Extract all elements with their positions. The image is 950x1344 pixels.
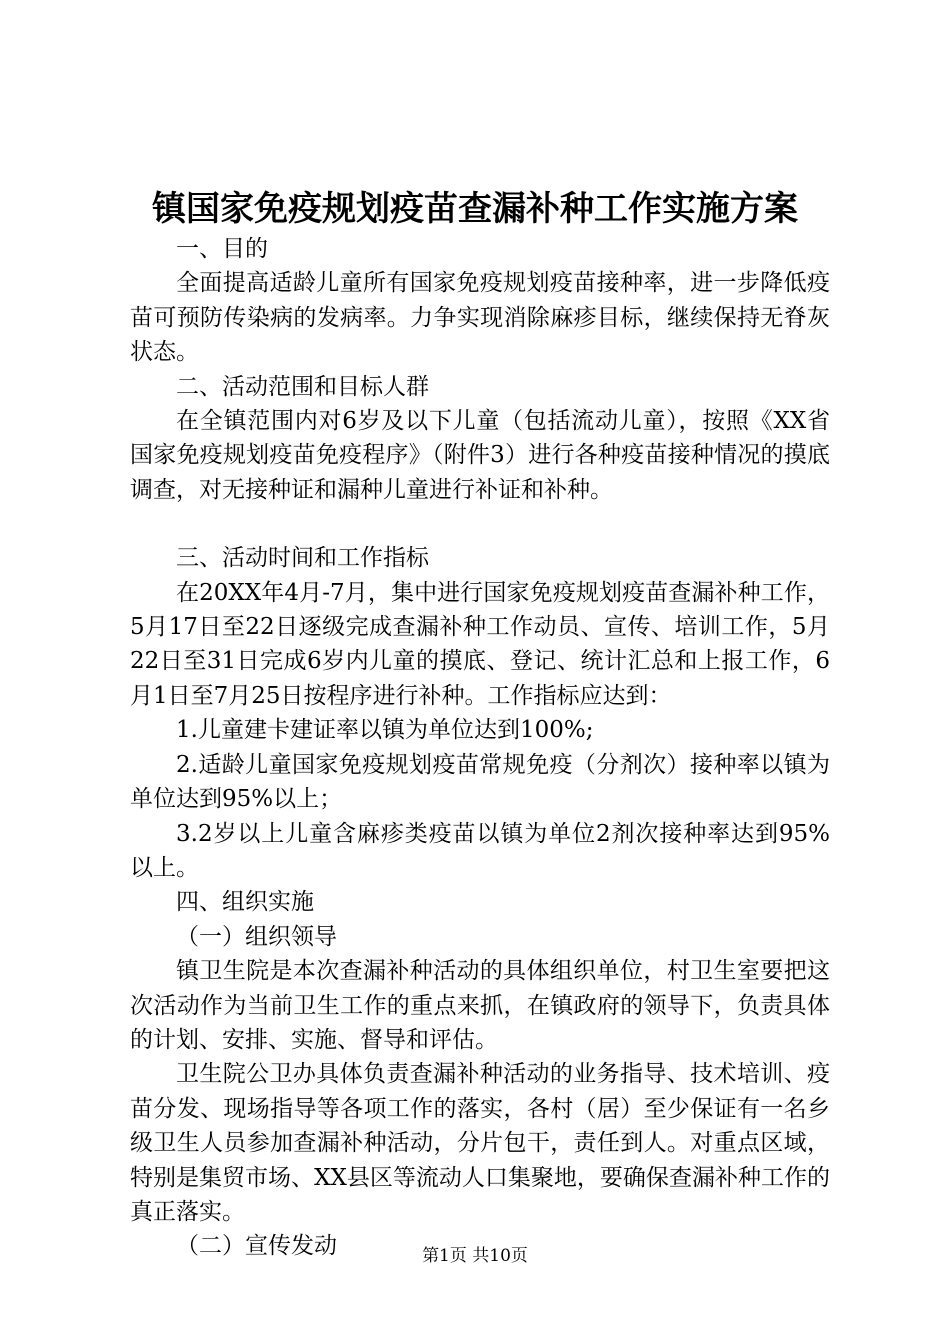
paragraph-purpose: 全面提高适龄儿童所有国家免疫规划疫苗接种率，进一步降低疫苗可预防传染病的发病率。力争实现消除麻疹目标，继续保持无脊灰状态。 <box>130 270 830 366</box>
paragraph-scope: 在全镇范围内对6岁及以下儿童（包括流动儿童），按照《XX省国家免疫规划疫苗免疫程序》（附件3）进行各种疫苗接种情况的摸底调查，对无接种证和漏种儿童进行补证和补种。 <box>130 408 830 503</box>
paragraph-leadership: 镇卫生院是本次查漏补种活动的具体组织单位，村卫生室要把这次活动作为当前卫生工作的重点来抓，在镇政府的领导下，负责具体的计划、安排、实施、督导和评估。 <box>130 958 830 1053</box>
indicator-item-3: 3.2岁以上儿童含麻疹类疫苗以镇为单位2剂次接种率达到95%以上。 <box>130 820 830 881</box>
section-heading-scope: 二、活动范围和目标人群 <box>176 373 429 400</box>
paragraph-schedule: 在20XX年4月-7月，集中进行国家免疫规划疫苗查漏补种工作，5月17日至22日逐级完成查漏补种工作动员、宣传、培训工作，5月22日至31日完成6岁内儿童的摸底、登记、统计汇总和上报工作，6月1日至7月25日按程序进行补种。工作指标应达到： <box>130 579 830 709</box>
document-title: 镇国家免疫规划疫苗查漏补种工作实施方案 <box>152 189 798 229</box>
indicator-item-1: 1.儿童建卡建证率以镇为单位达到100%; <box>176 717 594 744</box>
subsection-heading-publicity: （二）宣传发动 <box>176 1233 337 1260</box>
subsection-heading-leadership: （一）组织领导 <box>176 923 337 950</box>
blank-line <box>130 507 830 541</box>
paragraph-responsibility: 卫生院公卫办具体负责查漏补种活动的业务指导、技术培训、疫苗分发、现场指导等各项工作的落实，各村（居）至少保证有一名乡级卫生人员参加查漏补种活动，分片包干，责任到人。对重点区域，特别是集贸市场、XX县区等流动人口集聚地，要确保查漏补种工作的真正落实。 <box>130 1061 830 1225</box>
section-heading-purpose: 一、目的 <box>176 236 268 262</box>
section-heading-schedule: 三、活动时间和工作指标 <box>176 545 429 572</box>
section-heading-implementation: 四、组织实施 <box>176 889 314 916</box>
page-number-footer: 第1页 共10页 <box>422 1246 528 1266</box>
document-body <box>130 232 830 1264</box>
indicator-item-2: 2.适龄儿童国家免疫规划疫苗常规免疫（分剂次）接种率以镇为单位达到95%以上； <box>130 751 830 813</box>
